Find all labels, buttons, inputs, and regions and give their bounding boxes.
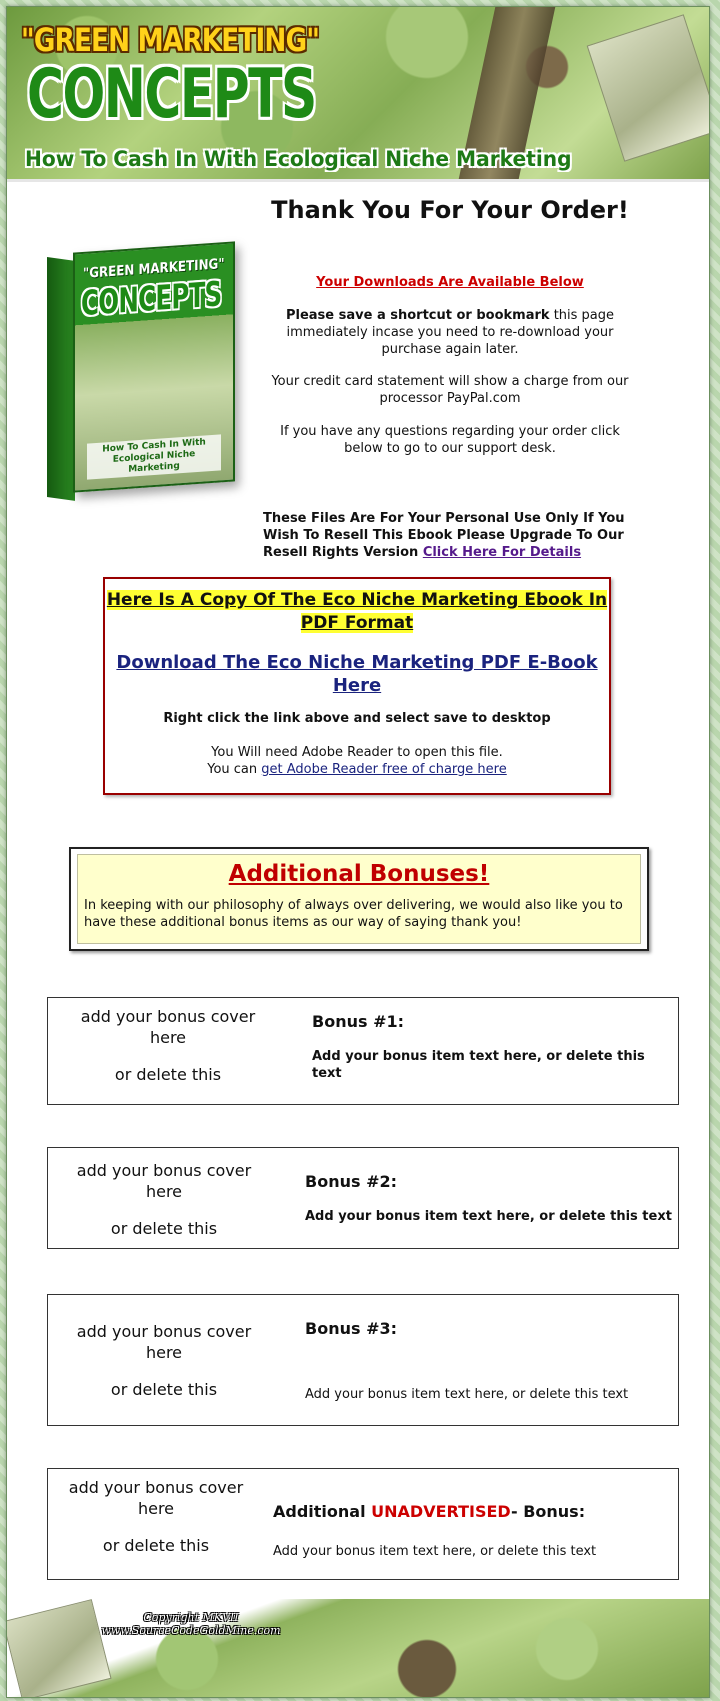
copyright-text: Copyright MKVII [143, 1611, 239, 1624]
credit-card-note: Your credit card statement will show a charge from our processor PayPal.com [271, 374, 629, 406]
bonus-title [273, 1502, 585, 1521]
adobe-prefix: You can [207, 762, 262, 777]
ebook-title-line2: CONCEPTS [81, 274, 222, 325]
ebook-title-line1: "GREEN MARKETING" [83, 256, 225, 282]
bonus-text: Add your bonus item text here, or delete this text [305, 1387, 629, 1402]
bonus-title: Bonus #1: [312, 1012, 404, 1031]
bonus-cover-delete-text: or delete this [102, 1536, 210, 1555]
bonus-cover-placeholder [68, 1006, 268, 1085]
bonus-cover-delete-text: or delete this [110, 1380, 218, 1399]
downloads-available-link[interactable]: Your Downloads Are Available Below [316, 275, 584, 290]
bonus-cover-delete-text: or delete this [110, 1219, 218, 1238]
bonus-title: Bonus #3: [305, 1319, 397, 1338]
bonus-item-4 [47, 1468, 679, 1580]
pdf-copy-heading-text: Here Is A Copy Of The Eco Niche Marketing Ebook In PDF Format [106, 590, 608, 633]
bonus-text: Add your bonus item text here, or delete this text [305, 1209, 672, 1224]
bonus-cover-text: add your bonus cover here [68, 1478, 244, 1518]
bonus-cover-delete-text: or delete this [114, 1065, 222, 1084]
additional-bonuses-intro: In keeping with our philosophy of always over delivering, we would also like you to have these additional bonus items as our way of saying thank you! [84, 898, 623, 930]
thank-you-heading: Thank You For Your Order! [271, 196, 629, 224]
bonus-title-prefix: Additional [273, 1502, 372, 1521]
footer-banner [7, 1599, 709, 1697]
ebook-subtitle: How To Cash In With Ecological Niche Marketing [87, 434, 221, 480]
bonus-item-1 [47, 997, 679, 1105]
resell-note [263, 510, 633, 561]
download-ebook-link[interactable]: Download The Eco Niche Marketing PDF E-Book Here [116, 652, 598, 696]
download-box [103, 577, 611, 795]
bonus-cover-placeholder [66, 1477, 246, 1556]
additional-bonuses-title: Additional Bonuses! [228, 861, 490, 887]
resell-text: These Files Are For Your Personal Use Only If You Wish To Resell This Ebook Please Upgrade To Our Resell Rights Version [263, 511, 625, 560]
questions-note: If you have any questions regarding your order click below to go to our support desk. [280, 424, 620, 456]
header-banner [7, 7, 709, 182]
adobe-reader-note [105, 744, 609, 778]
right-click-instruction: Right click the link above and select save to desktop [163, 711, 551, 726]
bonus-cover-text: add your bonus cover here [80, 1007, 256, 1047]
adobe-get-line [105, 761, 609, 778]
adobe-need-text: You Will need Adobe Reader to open this file. [211, 745, 503, 760]
bonus-cover-text: add your bonus cover here [76, 1161, 252, 1201]
ebook-cover [47, 247, 237, 497]
get-adobe-reader-link[interactable]: get Adobe Reader free of charge here [261, 762, 507, 777]
bonus-item-3 [47, 1294, 679, 1426]
bonus-title: Bonus #2: [305, 1172, 397, 1191]
ebook-spine [47, 257, 75, 501]
header-title-line2: CONCEPTS [27, 55, 316, 134]
copyright-site: www.SourceCodeGoldMine.com [101, 1624, 281, 1637]
copyright-notice [91, 1611, 291, 1637]
bonus-cover-placeholder [64, 1160, 264, 1239]
bonus-text: Add your bonus item text here, or delete this text [312, 1049, 645, 1081]
resell-details-link[interactable]: Click Here For Details [422, 545, 582, 560]
header-subtitle: How To Cash In With Ecological Niche Marketing [25, 147, 572, 171]
money-graphic [587, 14, 710, 162]
bonus-cover-text: add your bonus cover here [76, 1322, 252, 1362]
additional-bonuses-inner [77, 854, 641, 944]
bookmark-note [265, 307, 635, 358]
bonus-title-highlight: UNADVERTISED [371, 1502, 511, 1521]
bonus-cover-placeholder [64, 1321, 264, 1400]
pdf-copy-heading [105, 589, 609, 635]
ebook-front [73, 241, 235, 492]
page-frame [6, 6, 710, 1698]
bonus-item-2 [47, 1147, 679, 1249]
bookmark-note-rest: this page immediately incase you need to re-download your purchase again later. [286, 308, 615, 357]
bonus-title-suffix: - Bonus: [511, 1502, 586, 1521]
additional-bonuses-box [69, 847, 649, 951]
bonus-text: Add your bonus item text here, or delete this text [273, 1544, 597, 1559]
bookmark-note-bold: Please save a shortcut or bookmark [285, 308, 550, 323]
header-title-line1: "GREEN MARKETING" [21, 21, 320, 59]
